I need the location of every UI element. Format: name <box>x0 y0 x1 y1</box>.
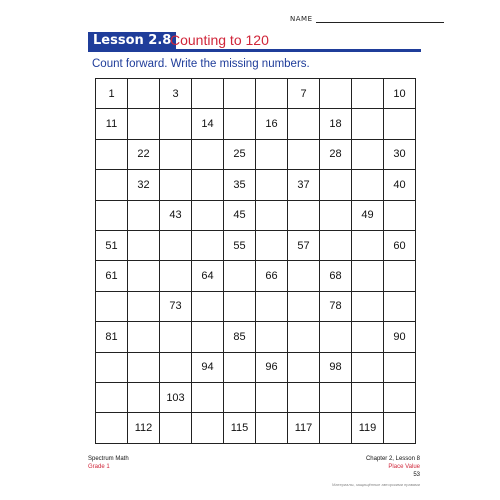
blank-cell[interactable] <box>96 291 128 321</box>
blank-cell[interactable] <box>352 170 384 200</box>
footer-series: Spectrum Math <box>88 456 129 462</box>
number-cell: 37 <box>288 170 320 200</box>
instruction-text: Count forward. Write the missing numbers. <box>92 58 310 70</box>
lesson-title: Counting to 120 <box>170 32 269 48</box>
number-cell: 1 <box>96 79 128 109</box>
blank-cell[interactable] <box>384 261 416 291</box>
grid-row <box>96 139 416 169</box>
blank-cell[interactable] <box>256 139 288 169</box>
blank-cell[interactable] <box>224 291 256 321</box>
blank-cell[interactable] <box>320 170 352 200</box>
blank-cell[interactable] <box>320 79 352 109</box>
blank-cell[interactable] <box>160 261 192 291</box>
number-cell: 57 <box>288 230 320 260</box>
blank-cell[interactable] <box>192 79 224 109</box>
number-cell: 68 <box>320 261 352 291</box>
blank-cell[interactable] <box>96 382 128 412</box>
blank-cell[interactable] <box>160 109 192 139</box>
blank-cell[interactable] <box>160 139 192 169</box>
blank-cell[interactable] <box>352 291 384 321</box>
blank-cell[interactable] <box>256 291 288 321</box>
footer-left <box>88 455 129 471</box>
number-cell: 11 <box>96 109 128 139</box>
blank-cell[interactable] <box>288 200 320 230</box>
blank-cell[interactable] <box>224 382 256 412</box>
blank-cell[interactable] <box>288 291 320 321</box>
blank-cell[interactable] <box>384 200 416 230</box>
blank-cell[interactable] <box>288 382 320 412</box>
number-cell: 115 <box>224 413 256 443</box>
number-cell: 45 <box>224 200 256 230</box>
number-cell: 81 <box>96 322 128 352</box>
number-cell: 119 <box>352 413 384 443</box>
blank-cell[interactable] <box>224 261 256 291</box>
blank-cell[interactable] <box>224 109 256 139</box>
number-cell: 30 <box>384 139 416 169</box>
footer-topic: Place Value <box>388 464 420 470</box>
blank-cell[interactable] <box>128 109 160 139</box>
number-cell: 14 <box>192 109 224 139</box>
blank-cell[interactable] <box>288 352 320 382</box>
blank-cell[interactable] <box>128 352 160 382</box>
number-cell: 112 <box>128 413 160 443</box>
blank-cell[interactable] <box>256 322 288 352</box>
blank-cell[interactable] <box>192 230 224 260</box>
lesson-header <box>88 32 421 52</box>
blank-cell[interactable] <box>352 261 384 291</box>
number-cell: 117 <box>288 413 320 443</box>
blank-cell[interactable] <box>384 413 416 443</box>
blank-cell[interactable] <box>128 200 160 230</box>
number-cell: 96 <box>256 352 288 382</box>
blank-cell[interactable] <box>352 109 384 139</box>
number-cell: 22 <box>128 139 160 169</box>
number-cell: 35 <box>224 170 256 200</box>
blank-cell[interactable] <box>288 139 320 169</box>
grid-row <box>96 352 416 382</box>
number-cell: 40 <box>384 170 416 200</box>
blank-cell[interactable] <box>352 382 384 412</box>
blank-cell[interactable] <box>320 382 352 412</box>
blank-cell[interactable] <box>256 79 288 109</box>
blank-cell[interactable] <box>320 230 352 260</box>
blank-cell[interactable] <box>320 413 352 443</box>
number-cell: 28 <box>320 139 352 169</box>
blank-cell[interactable] <box>352 322 384 352</box>
blank-cell[interactable] <box>128 382 160 412</box>
grid-row <box>96 170 416 200</box>
number-cell: 73 <box>160 291 192 321</box>
blank-cell[interactable] <box>288 109 320 139</box>
page-number: 53 <box>413 472 420 478</box>
footer-grade: Grade 1 <box>88 464 110 470</box>
blank-cell[interactable] <box>192 413 224 443</box>
number-cell: 49 <box>352 200 384 230</box>
number-grid <box>95 78 416 444</box>
number-cell: 43 <box>160 200 192 230</box>
number-cell: 3 <box>160 79 192 109</box>
number-cell: 25 <box>224 139 256 169</box>
blank-cell[interactable] <box>192 170 224 200</box>
blank-cell[interactable] <box>352 230 384 260</box>
blank-cell[interactable] <box>256 170 288 200</box>
name-blank[interactable] <box>316 14 444 23</box>
number-cell: 60 <box>384 230 416 260</box>
blank-cell[interactable] <box>160 170 192 200</box>
blank-cell[interactable] <box>96 352 128 382</box>
name-line <box>290 14 444 23</box>
blank-cell[interactable] <box>96 200 128 230</box>
footer-right <box>366 455 420 479</box>
grid-row <box>96 109 416 139</box>
blank-cell[interactable] <box>352 79 384 109</box>
footer-chapter: Chapter 2, Lesson 8 <box>365 456 420 462</box>
number-cell: 103 <box>160 382 192 412</box>
blank-cell[interactable] <box>96 139 128 169</box>
blank-cell[interactable] <box>288 322 320 352</box>
grid-row <box>96 382 416 412</box>
blank-cell[interactable] <box>128 79 160 109</box>
blank-cell[interactable] <box>320 322 352 352</box>
blank-cell[interactable] <box>96 170 128 200</box>
number-cell: 10 <box>384 79 416 109</box>
blank-cell[interactable] <box>128 261 160 291</box>
number-cell: 66 <box>256 261 288 291</box>
blank-cell[interactable] <box>192 322 224 352</box>
blank-cell[interactable] <box>256 413 288 443</box>
grid-row <box>96 230 416 260</box>
blank-cell[interactable] <box>128 230 160 260</box>
blank-cell[interactable] <box>128 291 160 321</box>
blank-cell[interactable] <box>160 413 192 443</box>
name-label: NAME <box>290 15 313 23</box>
number-cell: 55 <box>224 230 256 260</box>
number-cell: 98 <box>320 352 352 382</box>
blank-cell[interactable] <box>384 382 416 412</box>
blank-cell[interactable] <box>256 200 288 230</box>
blank-cell[interactable] <box>192 139 224 169</box>
blank-cell[interactable] <box>384 291 416 321</box>
copyright-note: Материалы, защищённые авторскими правами <box>332 482 420 487</box>
grid-row <box>96 322 416 352</box>
blank-cell[interactable] <box>352 352 384 382</box>
number-cell: 16 <box>256 109 288 139</box>
blank-cell[interactable] <box>160 230 192 260</box>
number-cell: 51 <box>96 230 128 260</box>
blank-cell[interactable] <box>256 382 288 412</box>
blank-cell[interactable] <box>320 200 352 230</box>
blank-cell[interactable] <box>192 291 224 321</box>
grid-row <box>96 291 416 321</box>
blank-cell[interactable] <box>384 352 416 382</box>
number-cell: 94 <box>192 352 224 382</box>
number-cell: 18 <box>320 109 352 139</box>
lesson-badge: Lesson 2.8 <box>88 32 176 49</box>
blank-cell[interactable] <box>160 352 192 382</box>
blank-cell[interactable] <box>160 322 192 352</box>
blank-cell[interactable] <box>288 261 320 291</box>
number-cell: 90 <box>384 322 416 352</box>
grid-row <box>96 261 416 291</box>
blank-cell[interactable] <box>256 230 288 260</box>
grid-row <box>96 200 416 230</box>
number-cell: 85 <box>224 322 256 352</box>
blank-cell[interactable] <box>128 322 160 352</box>
blank-cell[interactable] <box>384 109 416 139</box>
number-cell: 61 <box>96 261 128 291</box>
number-cell: 7 <box>288 79 320 109</box>
number-cell: 32 <box>128 170 160 200</box>
blank-cell[interactable] <box>192 200 224 230</box>
grid-row <box>96 413 416 443</box>
blank-cell[interactable] <box>224 79 256 109</box>
header-rule <box>88 49 421 52</box>
number-cell: 64 <box>192 261 224 291</box>
blank-cell[interactable] <box>224 352 256 382</box>
blank-cell[interactable] <box>96 413 128 443</box>
number-cell: 78 <box>320 291 352 321</box>
blank-cell[interactable] <box>192 382 224 412</box>
grid-row <box>96 79 416 109</box>
blank-cell[interactable] <box>352 139 384 169</box>
